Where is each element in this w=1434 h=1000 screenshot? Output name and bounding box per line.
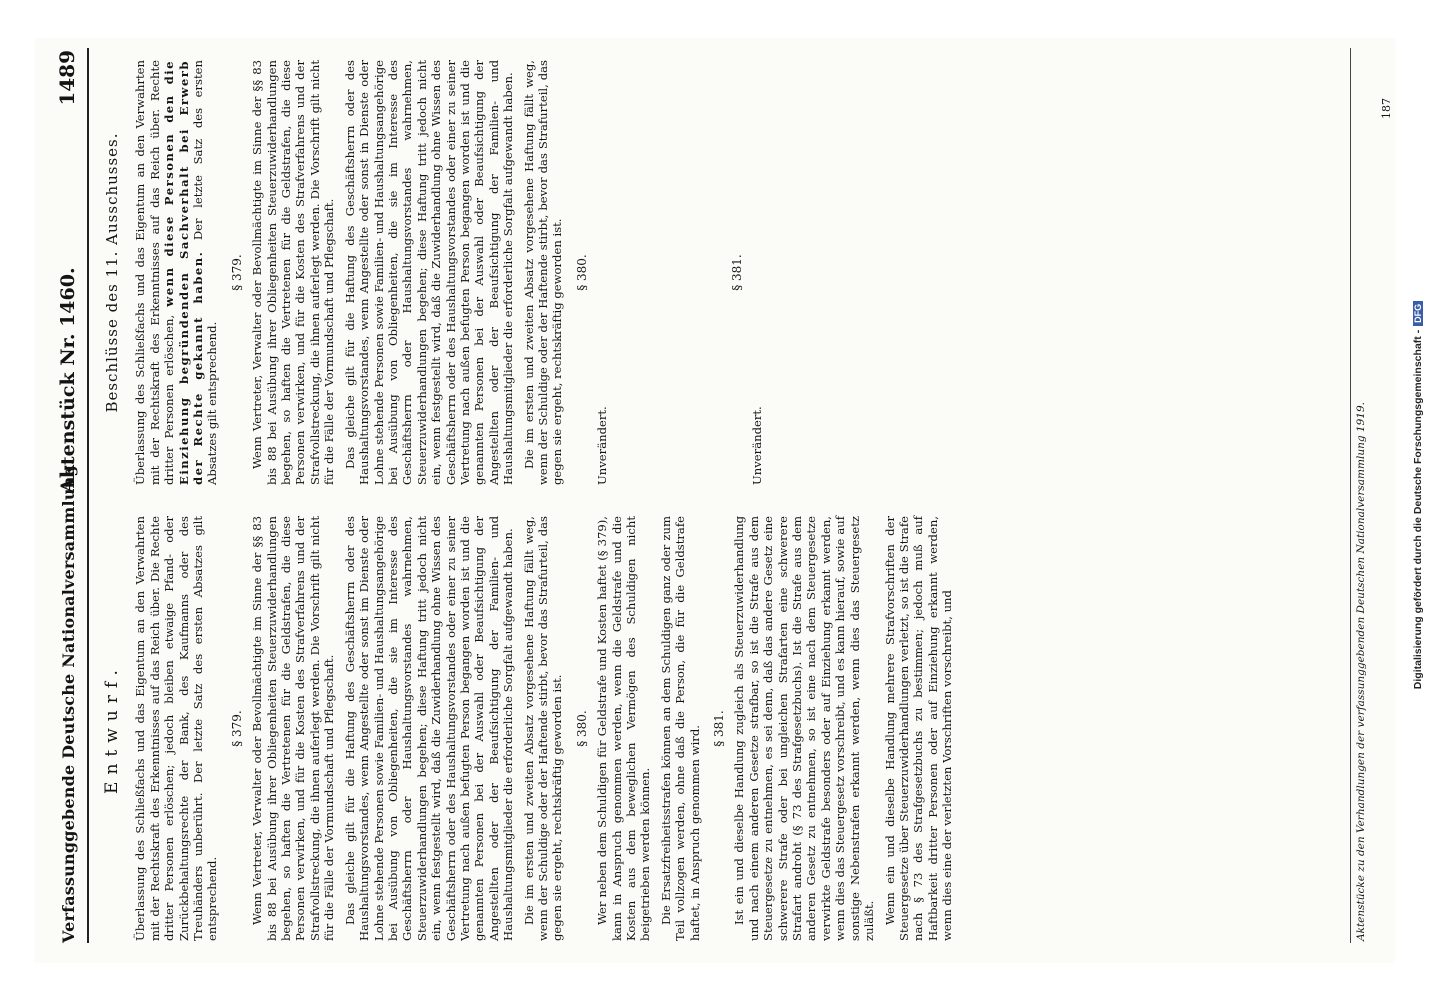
draft-paragraph: Das gleiche gilt für die Haftung des Geschäftsherrn oder des Haushaltungsvorstandes, wenn Angestellte oder sonst im Dienste oder Lohne stehende Personen sowie Familien- und Haushaltungsangehörige bei Ausübung von Obliegenheiten, die sie im Interesse des Geschäftsherrn oder Haushaltungsvorstandes wahrnehmen, Steuerzuwiderhandlungen begehen; diese Haftung tritt jedoch nicht ein, wenn festgestellt wird, daß die Zuwiderhandlung ohne Wissen des Geschäftsherrn oder des Haushaltungsvorstandes oder einer zu seiner Vertretung nach außen befugten Person begangen worden ist und die genannten Personen bei der Auswahl oder Beaufsichtigung der Angestellten oder der Beaufsichtigung der Familien- und Haushaltungsmitglieder die erforderliche Sorgfalt aufgewandt haben. bbox=[342, 516, 516, 941]
draft-paragraph: Ist ein und dieselbe Handlung zugleich als Steuerzuwiderhandlung und nach einem anderen Gesetze strafbar, so ist die Strafe aus dem Steuergesetze zu entnehmen, es sei denn, daß das andere Gesetz eine schwerere Strafe oder bei ungleichen Strafarten eine schwerere Strafart androht (§ 73 des Strafgesetzbuchs). Ist die Strafe aus dem anderen Gesetz zu entnehmen, so ist eine nach dem Steuergesetze verwirkte Geldstrafe besonders oder auf Einziehung erkannt werden, wenn dies das Steuergesetz vorschreibt, und es kann hierauf, sowie auf sonstige Nebenstrafen erkannt werden, wenn dies das Steuergesetz zuläßt. bbox=[732, 516, 877, 941]
committee-paragraph: Wenn Vertreter, Verwalter oder Bevollmächtigte im Sinne der §§ 83 bis 88 bei Ausübung ihrer Obliegenheiten Steuerzuwiderhandlungen begehen, so haften die Vertretenen für die Geldstrafen, die diese Personen verwirken, und für die Kosten des Strafverfahrens und der Strafvollstreckung, die ihnen auferlegt werden. Die Vorschrift gilt nicht für die Fälle der Vormundschaft und Pflegschaft. bbox=[250, 60, 337, 485]
header-title: Verfassunggebende Deutsche Nationalversammlung. bbox=[59, 459, 78, 943]
committee-text: Überlassung des Schließfachs und das Eigentum an den Verwahrten mit der Rechtskraft des Erkenntnisses auf das Reich über. Rechte dritter Personen erlöschen, bbox=[133, 60, 177, 485]
section-heading: § 381. bbox=[712, 710, 727, 747]
committee-column-title: Beschlüsse des 11. Ausschusses. bbox=[103, 132, 121, 413]
header-page-number: 1489 bbox=[55, 50, 79, 106]
unchanged-note: Unverändert. bbox=[750, 406, 764, 485]
draft-paragraph: Wenn ein und dieselbe Handlung mehrere Strafvorschriften der Steuergesetze über Steuerzuwiderhandlungen verletzt, so ist die Strafe nach § 73 des Strafgesetzbuchs zu bestimmen; jedoch muß auf Haftbarkeit dritter Personen oder auf Einziehung erkannt werden, wenn dies eine der verletzten Vorschriften vorschreibt, und bbox=[882, 516, 955, 941]
page-content bbox=[35, 38, 1395, 963]
footer-sheet-number: 187 bbox=[1380, 98, 1393, 119]
footer-source: Aktenstücke zu den Verhandlungen der verfassunggebenden Deutschen Nationalversammlung 1919. bbox=[1355, 402, 1367, 941]
scanned-page bbox=[35, 38, 1395, 963]
draft-column bbox=[103, 516, 961, 941]
draft-paragraph: Die im ersten und zweiten Absatz vorgesehene Haftung fällt weg, wenn der Schuldige oder der Haftende stirbt, bevor das Strafurteil, das gegen sie ergeht, rechtskräftig geworden ist. bbox=[521, 516, 565, 941]
committee-paragraph: Die im ersten und zweiten Absatz vorgesehene Haftung fällt weg, wenn der Schuldige oder der Haftende stirbt, bevor das Strafurteil, das gegen sie ergeht, rechtskräftig geworden ist. bbox=[521, 60, 565, 485]
draft-paragraph: Überlassung des Schließfachs und das Eigentum an den Verwahrten mit der Rechtskraft des Erkenntnisses auf das Reich über. Die Rechte dritter Personen erlöschen; jedoch bleiben etwaige Pfand- oder Zurückbehaltungsrechte der Bank, des Kaufmanns oder des Treuhänders unberührt. Der letzte Satz des ersten Absatzes gilt entsprechend. bbox=[133, 516, 220, 941]
section-heading: § 379. bbox=[229, 710, 244, 747]
dfg-logo: DFG bbox=[1413, 301, 1423, 326]
rotated-page bbox=[35, 38, 1395, 963]
header-document-number: Aktenstück Nr. 1460. bbox=[57, 267, 79, 493]
digitization-note bbox=[1406, 5, 1434, 995]
section-heading: § 380. bbox=[574, 254, 589, 291]
digitization-text bbox=[1412, 0, 1432, 990]
header-rule bbox=[87, 48, 89, 943]
committee-amendment-bold: wenn diese Personen den die Einziehung begründenden Sachverhalt bei Erwerb der Rechte gekannt haben. bbox=[162, 60, 206, 485]
footer-rule bbox=[1350, 48, 1351, 943]
unchanged-note: Unverändert. bbox=[595, 406, 610, 485]
section-heading: § 379. bbox=[229, 254, 244, 291]
draft-paragraph: Wenn Vertreter, Verwalter oder Bevollmächtigte im Sinne der §§ 83 bis 88 bei Ausübung ihrer Obliegenheiten Steuerzuwiderhandlungen begehen, so haften die Vertretenen für die Geldstrafen, die diese Personen verwirken, und für die Kosten des Strafverfahrens und der Strafvollstreckung, die ihnen auferlegt werden. Die Vorschrift gilt nicht für die Fälle der Vormundschaft und Pflegschaft. bbox=[250, 516, 337, 941]
draft-paragraph: Wer neben dem Schuldigen für Geldstrafe und Kosten haftet (§ 379), kann in Anspruch genommen werden, wenn die Geldstrafe und die Kosten aus dem beweglichen Vermögen des Schuldigen nicht beigetrieben werden können. bbox=[595, 516, 653, 941]
draft-paragraph: Die Ersatzfreiheitsstrafen können an dem Schuldigen ganz oder zum Teil vollzogen werden, ohne daß die Person, die für die Geldstrafe haftet, in Anspruch genommen wird. bbox=[658, 516, 702, 941]
committee-text: Der letzte Satz des ersten Absatzes gilt entsprechend. bbox=[191, 60, 220, 485]
committee-paragraph bbox=[133, 60, 219, 485]
section-heading: § 381. bbox=[729, 254, 744, 291]
draft-column-title: Entwurf. bbox=[102, 663, 122, 794]
section-heading: § 380. bbox=[574, 710, 589, 747]
committee-paragraph: Das gleiche gilt für die Haftung des Geschäftsherrn oder des Haushaltungsvorstandes, wenn Angestellte oder sonst in Dienste oder Lohne stehende Personen sowie Familien- und Haushaltungsangehörige bei Ausübung von Obliegenheiten, die sie im Interesse des Geschäftsherrn oder Haushaltungsvorstandes wahrnehmen, Steuerzuwiderhandlungen begehen; diese Haftung tritt jedoch nicht ein, wenn festgestellt wird, daß die Zuwiderhandlung ohne Wissen des Geschäftsherrn oder des Haushaltungsvorstandes oder einer zu seiner Vertretung nach außen befugten Person begangen worden ist und die genannten Personen bei der Auswahl oder Beaufsichtigung der Angestellten oder der Beaufsichtigung der Familien- und Haushaltungsmitglieder die erforderliche Sorgfalt aufgewandt haben. bbox=[342, 60, 516, 485]
committee-column bbox=[103, 60, 764, 485]
digitization-credit: Digitalisierung gefördert durch die Deutsche Forschungsgemeinschaft - bbox=[1412, 329, 1424, 690]
